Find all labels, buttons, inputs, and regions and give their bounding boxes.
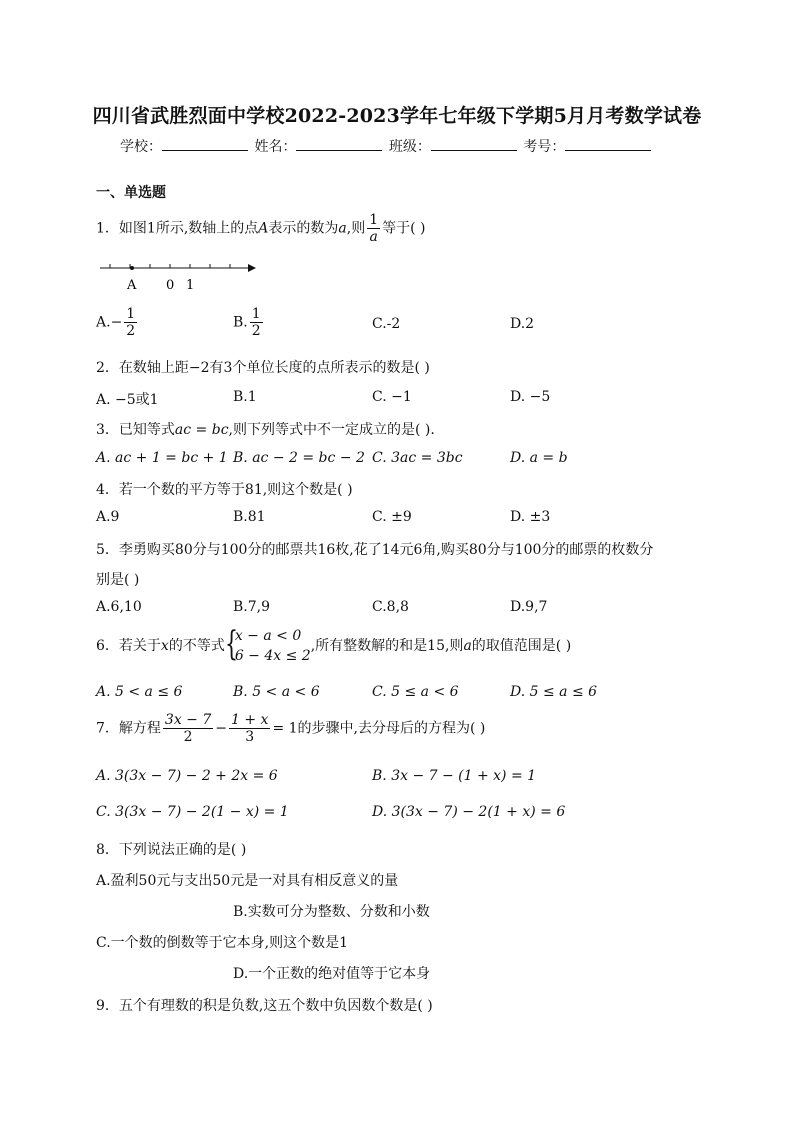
q3-option-a[interactable]: A. ac + 1 = bc + 1 bbox=[96, 450, 228, 466]
q4-option-d[interactable]: D. ±3 bbox=[510, 509, 551, 525]
q8-option-d[interactable]: D.一个正数的绝对值等于它本身 bbox=[233, 966, 431, 982]
q3-option-b[interactable]: B. ac − 2 = bc − 2 bbox=[233, 450, 365, 466]
q1-text-a: 1．如图1所示,数轴上的点 bbox=[96, 220, 259, 237]
q6-option-b[interactable]: B. 5 < a < 6 bbox=[233, 684, 320, 700]
question-5-stem-line1: 5．李勇购买80分与100分的邮票共16枚,花了14元6角,购买80分与100分的邮票的枚数分 bbox=[96, 542, 654, 558]
q1-text-d: 等于( ) bbox=[382, 220, 426, 237]
q4-option-c[interactable]: C. ±9 bbox=[372, 509, 412, 525]
label-one: 1 bbox=[186, 278, 195, 293]
q2-option-c[interactable]: C. −1 bbox=[372, 389, 412, 405]
question-4-stem: 4．若一个数的平方等于81,则这个数是( ) bbox=[96, 482, 353, 498]
q6-option-c[interactable]: C. 5 ≤ a < 6 bbox=[372, 684, 459, 700]
school-label: 学校： bbox=[120, 139, 162, 155]
q1-fraction bbox=[367, 212, 380, 245]
q3-equation: ac = bc bbox=[174, 422, 229, 438]
question-1-stem bbox=[96, 212, 426, 245]
q1-option-a[interactable]: A.− $\frac{1}{2}$ bbox=[96, 306, 136, 339]
name-blank bbox=[296, 136, 382, 151]
q5-option-c[interactable]: C.8,8 bbox=[372, 599, 409, 615]
q4-option-a[interactable]: A.9 bbox=[96, 509, 120, 525]
q1-option-b-fraction: $\frac{1}{2}$ bbox=[251, 306, 261, 339]
brace-icon: { bbox=[224, 624, 238, 664]
label-a: A bbox=[127, 278, 137, 293]
q6-option-a[interactable]: A. 5 < a ≤ 6 bbox=[96, 684, 183, 700]
q7-option-d[interactable]: D. 3(3x − 7) − 2(1 + x) = 6 bbox=[372, 804, 566, 820]
number-line-figure bbox=[96, 258, 266, 294]
q1-text-b: 表示的数为 bbox=[268, 220, 339, 237]
q3-option-c[interactable]: C. 3ac = 3bc bbox=[372, 450, 463, 466]
q1-frac-num: 1 bbox=[369, 212, 379, 228]
school-blank bbox=[162, 136, 248, 151]
question-3-stem: 3．已知等式ac = bc,则下列等式中不一定成立的是( ). bbox=[96, 422, 435, 438]
q1-option-b[interactable]: B. $\frac{1}{2}$ bbox=[233, 306, 261, 339]
q1-option-d[interactable]: D.2 bbox=[510, 316, 535, 332]
q6-inequality-system: { x − a < 0 6 − 4x ≤ 2 bbox=[224, 624, 311, 664]
question-9-stem: 9．五个有理数的积是负数,这五个数中负因数个数是( ) bbox=[96, 998, 433, 1014]
number-line-arrow bbox=[248, 264, 256, 272]
q5-option-a[interactable]: A.6,10 bbox=[96, 599, 142, 615]
class-blank bbox=[431, 136, 517, 151]
q1-point: A bbox=[258, 220, 269, 237]
q8-option-a[interactable]: A.盈利50元与支出50元是一对具有相反意义的量 bbox=[96, 873, 399, 889]
question-7-stem: 7．解方程 $\frac{3x - 7}{2}$ − $\frac{1 + x}{3}$ = 1的步骤中,去分母后的方程为( ) bbox=[96, 712, 486, 745]
question-8-stem: 8．下列说法正确的是( ) bbox=[96, 842, 247, 858]
q1-option-a-fraction: $\frac{1}{2}$ bbox=[126, 306, 136, 339]
q2-option-d[interactable]: D. −5 bbox=[510, 389, 551, 405]
page-title: 四川省武胜烈面中学校2022-2023学年七年级下学期5月月考数学试卷 bbox=[92, 105, 702, 127]
q8-option-c[interactable]: C.一个数的倒数等于它本身,则这个数是1 bbox=[96, 935, 349, 951]
number-blank bbox=[565, 136, 651, 151]
number-line-ticks bbox=[110, 264, 230, 268]
student-info-row bbox=[120, 136, 700, 156]
q7-option-c[interactable]: C. 3(3x − 7) − 2(1 − x) = 1 bbox=[96, 804, 289, 820]
question-2-stem: 2．在数轴上距−2有3个单位长度的点所表示的数是( ) bbox=[96, 360, 430, 376]
q5-option-b[interactable]: B.7,9 bbox=[233, 599, 271, 615]
name-label: 姓名： bbox=[254, 139, 297, 155]
q7-option-a[interactable]: A. 3(3x − 7) − 2 + 2x = 6 bbox=[96, 768, 278, 784]
q7-option-b[interactable]: B. 3x − 7 − (1 + x) = 1 bbox=[372, 768, 537, 784]
q7-fraction-1: $\frac{3x - 7}{2}$ bbox=[164, 712, 212, 745]
number-label: 考号： bbox=[523, 139, 566, 155]
question-5-stem-line2: 别是( ) bbox=[96, 572, 140, 588]
q1-text-c: ,则 bbox=[346, 220, 366, 237]
q2-option-b[interactable]: B.1 bbox=[233, 389, 257, 405]
q5-option-d[interactable]: D.9,7 bbox=[510, 599, 548, 615]
label-zero: 0 bbox=[166, 278, 175, 293]
class-label: 班级： bbox=[388, 139, 431, 155]
q1-frac-den: a bbox=[369, 229, 378, 245]
q3-option-d[interactable]: D. a = b bbox=[510, 450, 568, 466]
q1-var: a bbox=[338, 220, 347, 237]
q8-option-b[interactable]: B.实数可分为整数、分数和小数 bbox=[233, 904, 430, 920]
q7-fraction-2: $\frac{1 + x}{3}$ bbox=[231, 712, 269, 745]
question-6-stem: 6．若关于x的不等式 { x − a < 0 6 − 4x ≤ 2 ,所有整数解的和是15,则a的取值范围是( ) bbox=[96, 624, 572, 664]
q1-option-c[interactable]: C.-2 bbox=[372, 316, 401, 332]
q2-option-a[interactable]: A. −5或1 bbox=[96, 392, 159, 408]
q6-option-d[interactable]: D. 5 ≤ a ≤ 6 bbox=[510, 684, 598, 700]
q4-option-b[interactable]: B.81 bbox=[233, 509, 266, 525]
section-heading: 一、单选题 bbox=[96, 185, 166, 201]
point-a-dot bbox=[130, 266, 134, 270]
